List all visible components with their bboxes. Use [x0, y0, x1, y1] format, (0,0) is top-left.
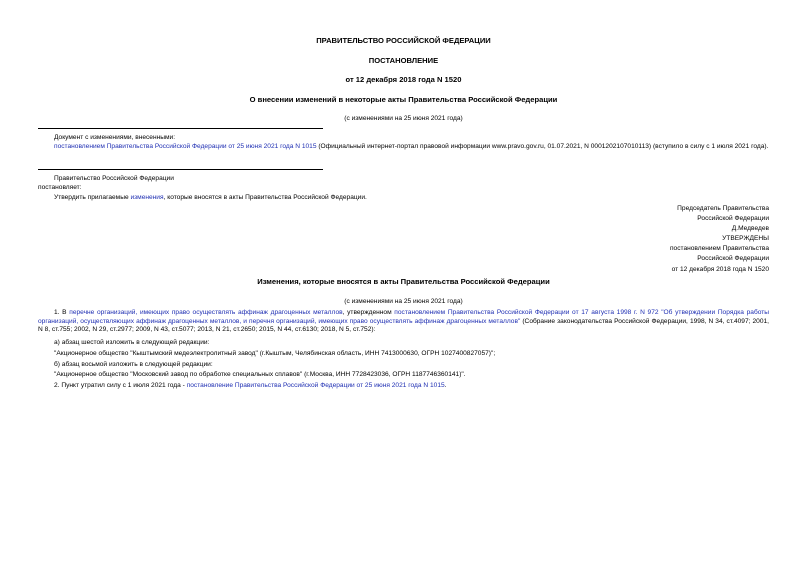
divider-bottom	[38, 169, 323, 170]
sub-item-b: б) абзац восьмой изложить в следующей редакции:	[54, 361, 213, 368]
divider-top	[38, 128, 323, 129]
document-title: О внесении изменений в некоторые акты Правительства Российской Федерации	[249, 95, 558, 104]
item-1-paragraph	[38, 309, 769, 335]
approval-stamp: УТВЕРЖДЕНЫ	[722, 235, 769, 242]
changes-rest: (Официальный интернет-портал правовой информации www.pravo.gov.ru, 01.07.2021, N 0001202107010113) (вступило в силу с 1 июля 2021 года).	[316, 143, 769, 150]
amending-decree-link[interactable]: постановлением Правительства Российской Федерации от 25 июня 2021 года N 1015	[54, 143, 317, 150]
date-number-heading: от 12 декабря 2018 года N 1520	[345, 75, 462, 84]
decree-1015-link[interactable]: постановление Правительства Российской Федерации от 25 июня 2021 года N 1015	[186, 382, 445, 389]
preamble-government: Правительство Российской Федерации	[54, 175, 174, 182]
approve-post: , которые вносятся в акты Правительства Российской Федерации.	[163, 194, 367, 201]
approval-by-2: Российской Федерации	[697, 255, 769, 262]
approve-pre: Утвердить прилагаемые	[54, 194, 131, 201]
approval-date: от 12 декабря 2018 года N 1520	[671, 266, 769, 273]
organizations-list-link[interactable]: перечне организаций, имеющих право осуществлять аффинаж драгоценных металлов	[69, 309, 343, 316]
annex-title: Изменения, которые вносятся в акты Правительства Российской Федерации	[257, 277, 550, 286]
sub-item-a: а) абзац шестой изложить в следующей редакции:	[54, 339, 210, 346]
signature-name: Д.Медведев	[731, 225, 769, 232]
item-1-pre: 1. В	[54, 309, 70, 316]
approval-by-1: постановлением Правительства	[669, 245, 769, 252]
approve-paragraph	[38, 194, 769, 203]
sub-item-a-text: "Акционерное общество "Кыштымский медеэлектролитный завод" (г.Кыштым, Челябинская область, ИНН 7413000630, ОГРН 1027400827057)";	[54, 350, 496, 357]
doc-type-heading: ПОСТАНОВЛЕНИЕ	[368, 56, 439, 65]
sub-item-b-text: "Акционерное общество "Московский завод по обработке специальных сплавов" (г.Москва, ИНН 7728423036, ОГРН 1187746360141)".	[54, 371, 466, 378]
signature-position-2: Российской Федерации	[697, 215, 769, 222]
government-heading: ПРАВИТЕЛЬСТВО РОССИЙСКОЙ ФЕДЕРАЦИИ	[316, 36, 491, 45]
annex-revision: (с изменениями на 25 июня 2021 года)	[344, 298, 463, 305]
signature-position-1: Председатель Правительства	[677, 205, 769, 212]
changes-link[interactable]: изменения	[130, 194, 164, 201]
item-2-paragraph	[38, 382, 769, 391]
decree-972-link[interactable]: постановлением Правительства Российской Федерации от 17 августа 1998 г. N 972 "Об утверждении Порядка работы организаций, осуществляющих аффинаж драгоценных металлов, и перечня организаций, имеющих право осуществлять аффинаж драгоценных металлов"	[38, 309, 769, 325]
item-2-pre: 2. Пункт утратил силу с 1 июля 2021 года -	[54, 382, 187, 389]
item-2-post: .	[444, 382, 447, 389]
changes-paragraph	[38, 143, 769, 152]
preamble-decrees: постановляет:	[38, 184, 82, 191]
item-1-mid: , утвержденном	[342, 309, 395, 316]
changes-intro: Документ с изменениями, внесенными:	[54, 134, 176, 141]
revision-note: (с изменениями на 25 июня 2021 года)	[344, 115, 463, 122]
item-1-post: (Собрание законодательства Российской Федерации, 1998, N 34, ст.4097; 2001, N 8, ст.755; 2002, N 29, ст.2977; 2009, N 43, ст.5077; 2013, N 21, ст.2650; 2015, N 44, ст.6130; 2018, N 5, ст.752):	[38, 317, 769, 334]
